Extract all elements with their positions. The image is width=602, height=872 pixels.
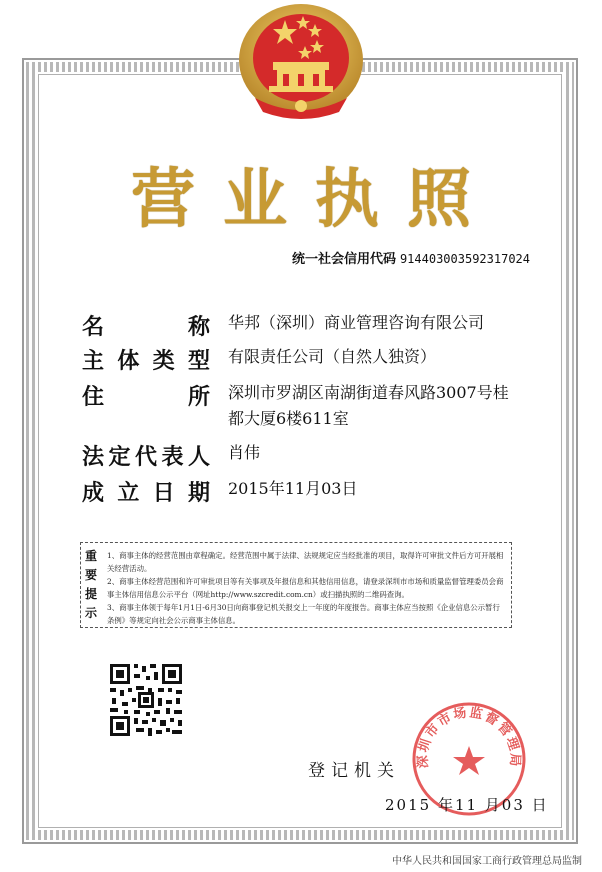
- national-emblem-icon: [235, 2, 367, 120]
- field-address-label: 住 所: [82, 385, 210, 410]
- field-legal-rep-label: 法 定 代 表 人: [82, 445, 210, 470]
- registration-date: 2015 年11 月03 日: [385, 796, 549, 814]
- credit-code-value: 914403003592317024: [399, 252, 530, 266]
- field-type-label: 主 体 类 型: [82, 349, 210, 374]
- notice-items: [107, 549, 505, 627]
- credit-code-label: 统一社会信用代码: [291, 252, 396, 267]
- field-legal-rep-value: 肖伟: [228, 443, 261, 462]
- field-established-label: 成 立 日 期: [82, 481, 210, 506]
- notice-side-label: 重要提示: [85, 549, 98, 620]
- license-title: 营业执照: [131, 163, 499, 237]
- notice-item-2: 2、商事主体经营范围和许可审批项目等有关事项及年报信息和其他信用信息，请登录深圳市市场和质量监督管理委员会商事主体信用信息公示平台（网址http://www.szcredit.com.cn）或扫描执照的二维码查询。: [107, 577, 504, 599]
- field-name-label: 名 称: [82, 315, 210, 340]
- field-type-value: 有限责任公司（自然人独资）: [228, 347, 437, 366]
- field-established-value: 2015年11月03日: [228, 479, 358, 498]
- issuer-footer: 中华人民共和国国家工商行政管理总局监制: [392, 856, 582, 867]
- notice-item-1: 1、商事主体的经营范围由章程确定。经营范围中属于法律、法规规定应当经批准的项目，取得许可审批文件后方可开展相关经营活动。: [107, 551, 504, 573]
- field-address-value: 深圳市罗湖区南湖街道春风路3007号桂都大厦6楼611室: [228, 383, 509, 428]
- registration-authority: 登记机关: [308, 761, 400, 781]
- notice-item-3: 3、商事主体领于每年1月1日-6月30日向商事登记机关报交上一年度的年度报告。商事主体应当按照《企业信息公示暂行条例》等规定向社会公示商事主体信息。: [107, 603, 500, 625]
- qr-code-icon: [108, 662, 184, 738]
- seal-text: 深圳市市场监督管理局: [415, 705, 523, 769]
- important-notice-box: [80, 542, 512, 628]
- field-name-value: 华邦（深圳）商业管理咨询有限公司: [228, 313, 485, 332]
- credit-code: [292, 248, 530, 267]
